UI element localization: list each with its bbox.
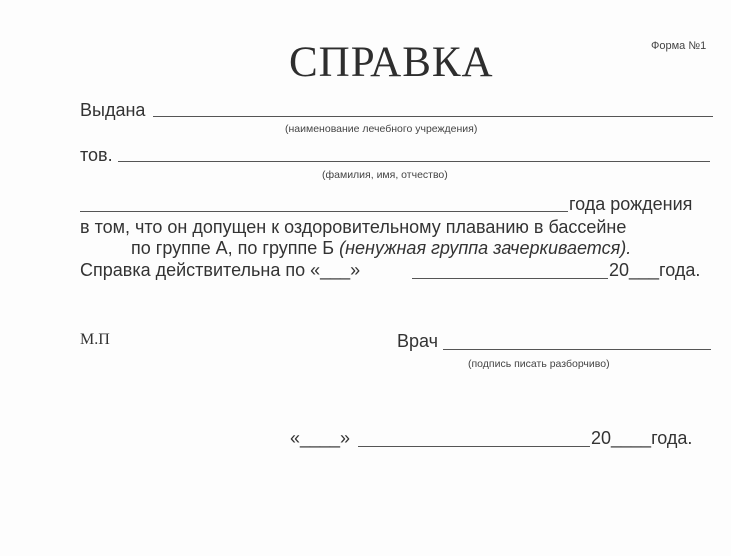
admitted-text: в том, что он допущен к оздоровительному плаванию в бассейне bbox=[80, 217, 627, 237]
issued-institution-field[interactable] bbox=[153, 116, 713, 117]
stamp-label: М.П bbox=[80, 331, 110, 348]
issued-caption: (наименование лечебного учреждения) bbox=[285, 123, 478, 135]
valid-date-field[interactable] bbox=[412, 278, 608, 279]
group-note: (ненужная группа зачеркивается). bbox=[339, 238, 632, 258]
birth-year-label: года рождения bbox=[569, 194, 693, 214]
signature-caption: (подпись писать разборчиво) bbox=[468, 358, 610, 370]
doctor-label: Врач bbox=[397, 331, 439, 351]
date-month-field[interactable] bbox=[358, 446, 590, 447]
group-text: по группе А, по группе Б bbox=[131, 238, 335, 258]
full-name-field[interactable] bbox=[118, 161, 710, 162]
birth-year-field[interactable] bbox=[80, 211, 568, 212]
date-year: 20____года. bbox=[591, 428, 693, 448]
valid-prefix: Справка действительна по «___» bbox=[80, 260, 361, 280]
date-day-quote: «____» bbox=[290, 428, 351, 448]
document-title: СПРАВКА bbox=[289, 39, 494, 86]
form-number: Форма №1 bbox=[651, 40, 707, 52]
issued-label: Выдана bbox=[80, 100, 146, 120]
group-line bbox=[131, 238, 631, 259]
comrade-label: тов. bbox=[80, 145, 113, 165]
doctor-signature-field[interactable] bbox=[443, 349, 711, 350]
valid-year: 20___года. bbox=[609, 260, 701, 280]
comrade-caption: (фамилия, имя, отчество) bbox=[322, 169, 448, 181]
